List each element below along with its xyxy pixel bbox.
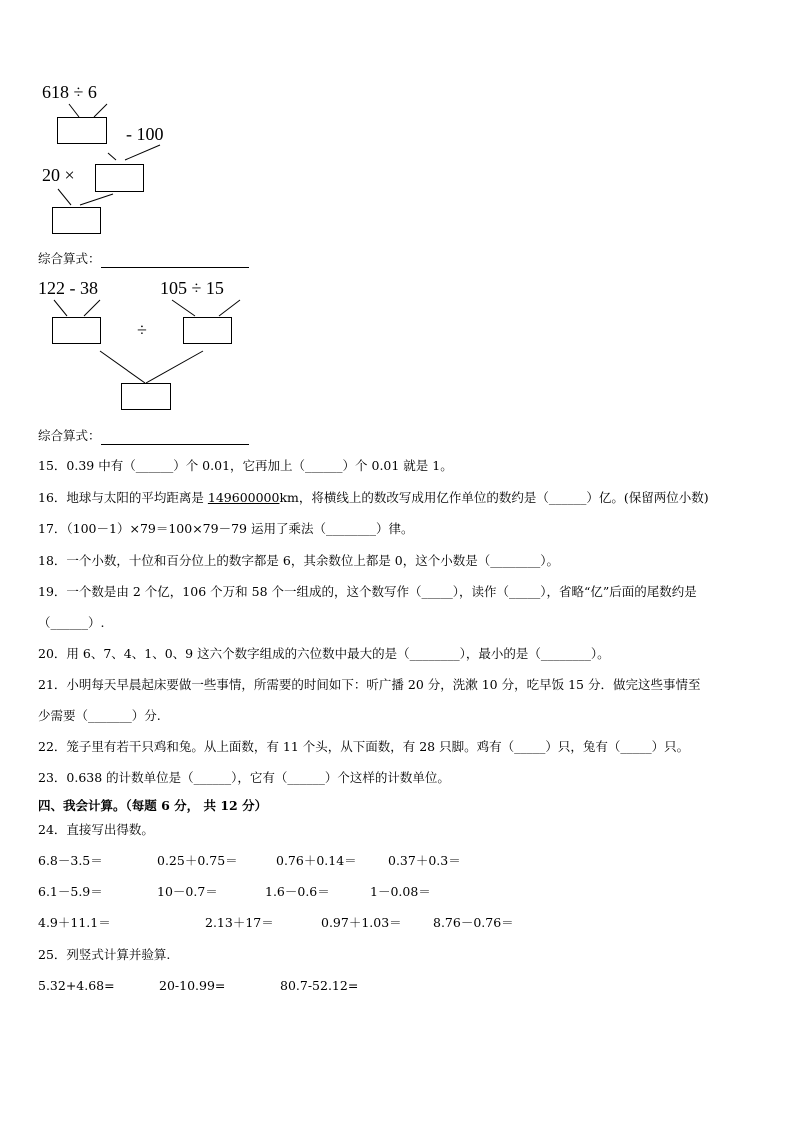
diagram2-left-expression: 122 - 38 xyxy=(38,278,98,298)
calc-r1-c1: 6.8－3.5＝ xyxy=(38,853,103,868)
diagram1-times-expression: 20 × xyxy=(42,165,75,185)
diagram2-operator: ÷ xyxy=(137,320,147,340)
question-20: 20．用 6、7、4、1、0、9 这六个数字组成的六位数中最大的是（________），最小的是（________）。 xyxy=(38,646,610,661)
calc-r2-c1: 6.1－5.9＝ xyxy=(38,884,103,899)
question-15: 15．0.39 中有（______）个 0.01，它再加上（______）个 0.01 就是 1。 xyxy=(38,458,453,473)
question-16: 16．地球与太阳的平均距离是 149600000km，将横线上的数改写成用亿作单位的数约是（______）亿。(保留两位小数) xyxy=(38,490,709,505)
question-24-title: 24．直接写出得数。 xyxy=(38,822,154,837)
calc-r3-c4: 8.76－0.76＝ xyxy=(433,915,514,930)
calc-r3-c3: 0.97＋1.03＝ xyxy=(321,915,402,930)
calc-r2-c3: 1.6－0.6＝ xyxy=(265,884,330,899)
question-18: 18．一个小数，十位和百分位上的数字都是 6，其余数位上都是 0，这个小数是（________）。 xyxy=(38,553,560,568)
diagram1-top-expression: 618 ÷ 6 xyxy=(42,82,97,102)
question-21-line-2: 少需要（_______）分. xyxy=(38,708,161,723)
calc-r1-c4: 0.37＋0.3＝ xyxy=(388,853,461,868)
diagram-connector-lines xyxy=(0,0,794,460)
question-16-distance: 149600000 xyxy=(207,490,280,505)
section-4-heading: 四、我会计算。（每题 6 分， 共 12 分） xyxy=(38,798,268,813)
vertical-calc-3: 80.7-52.12= xyxy=(280,978,359,993)
question-21-line-1: 21．小明每天早晨起床要做一些事情，所需要的时间如下：听广播 20 分，洗漱 10 分，吃早饭 15 分．做完这些事情至 xyxy=(38,677,701,692)
diagram2-formula-blank[interactable] xyxy=(101,428,249,445)
vertical-calc-2: 20-10.99= xyxy=(159,978,226,993)
diagram2-formula-label: 综合算式： xyxy=(38,428,249,445)
calc-r1-c3: 0.76＋0.14＝ xyxy=(276,853,357,868)
calc-r3-c2: 2.13＋17＝ xyxy=(205,915,274,930)
diagram2-right-expression: 105 ÷ 15 xyxy=(160,278,224,298)
question-25-title: 25．列竖式计算并验算. xyxy=(38,947,171,962)
diagram1-minus-expression: - 100 xyxy=(126,124,164,144)
calc-r2-c4: 1－0.08＝ xyxy=(370,884,431,899)
question-22: 22．笼子里有若干只鸡和兔。从上面数，有 11 个头，从下面数，有 28 只脚。鸡有（_____）只，兔有（_____）只。 xyxy=(38,739,690,754)
calc-r2-c2: 10－0.7＝ xyxy=(157,884,218,899)
calc-r1-c2: 0.25＋0.75＝ xyxy=(157,853,238,868)
vertical-calc-1: 5.32+4.68= xyxy=(38,978,115,993)
calc-r3-c1: 4.9＋11.1＝ xyxy=(38,915,111,930)
question-23: 23．0.638 的计数单位是（______），它有（______）个这样的计数单位。 xyxy=(38,770,450,785)
question-19-line-1: 19．一个数是由 2 个亿，106 个万和 58 个一组成的，这个数写作（_____），读作（_____），省略“亿”后面的尾数约是 xyxy=(38,584,697,599)
diagram1-formula-label: 综合算式： xyxy=(38,251,249,268)
question-19-line-2: （______）. xyxy=(38,615,105,630)
diagram1-formula-blank[interactable] xyxy=(101,251,249,268)
question-17: 17．（100－1）×79＝100×79－79 运用了乘法（________）律。 xyxy=(38,521,414,536)
